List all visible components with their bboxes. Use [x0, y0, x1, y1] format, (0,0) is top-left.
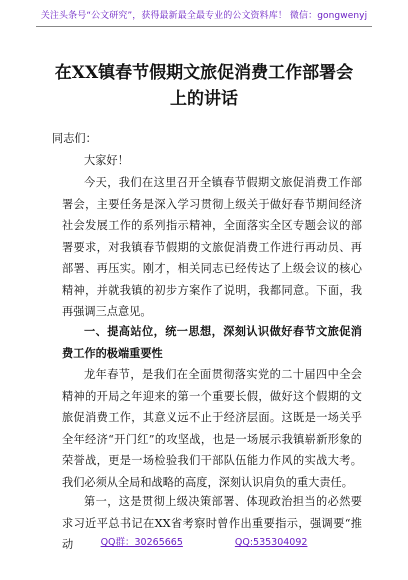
document-title [30, 60, 378, 112]
title-line-2: 上的讲话 [170, 89, 238, 109]
header-divider [36, 26, 372, 27]
footer-qq: QQ:535304092 [234, 537, 308, 548]
paragraph-significance: 龙年春节，是我们在全面贯彻落实党的二十届四中全会精神的开局之年迎来的第一个重要长假，做好这个假期的文旅促消费工作，其意义远不止于经济层面。这既是一场关乎全年经济“开门红”的攻坚战，也是一场展示我镇崭新形象的荣誉战，更是一场检验我们干部队伍能力作风的实战大考。我们必须从全局和战略的高度，深刻认识肩负的重大责任。 [62, 368, 362, 489]
footer-qq-group: QQ群：30265665 [100, 537, 183, 548]
header-banner: 关注头条号“公文研究”，获得最新最全最专业的公文资料库！ 微信：gongwenyj [40, 11, 368, 21]
section-heading-1: 一、提高站位，统一思想，深刻认识做好春节文旅促消费工作的极端重要性 [62, 325, 362, 360]
paragraph-intro: 今天，我们在这里召开全镇春节假期文旅促消费工作部署会，主要任务是深入学习贯彻上级关于做好春节期间经济社会发展工作的系列指示精神，全面落实全区专题会议的部署要求，对我镇春节假期的文旅促消费工作进行再动员、再部署、再压实。刚才，相关同志已经传达了上级会议的核心精神，并就我镇的初步方案作了说明，我都同意。下面，我再强调三点意见。 [62, 176, 362, 318]
footer-contact [0, 534, 408, 548]
salutation: 同志们： [52, 132, 97, 145]
title-line-1: 在XX镇春节假期文旅促消费工作部署会 [54, 63, 354, 83]
greeting: 大家好！ [84, 154, 129, 167]
paragraph-first-point: 第一，这是贯彻上级决策部署、体现政治担当的必然要求习近平总书记在XX省考察时曾作出重要指示，强调要“推动 [62, 495, 362, 551]
